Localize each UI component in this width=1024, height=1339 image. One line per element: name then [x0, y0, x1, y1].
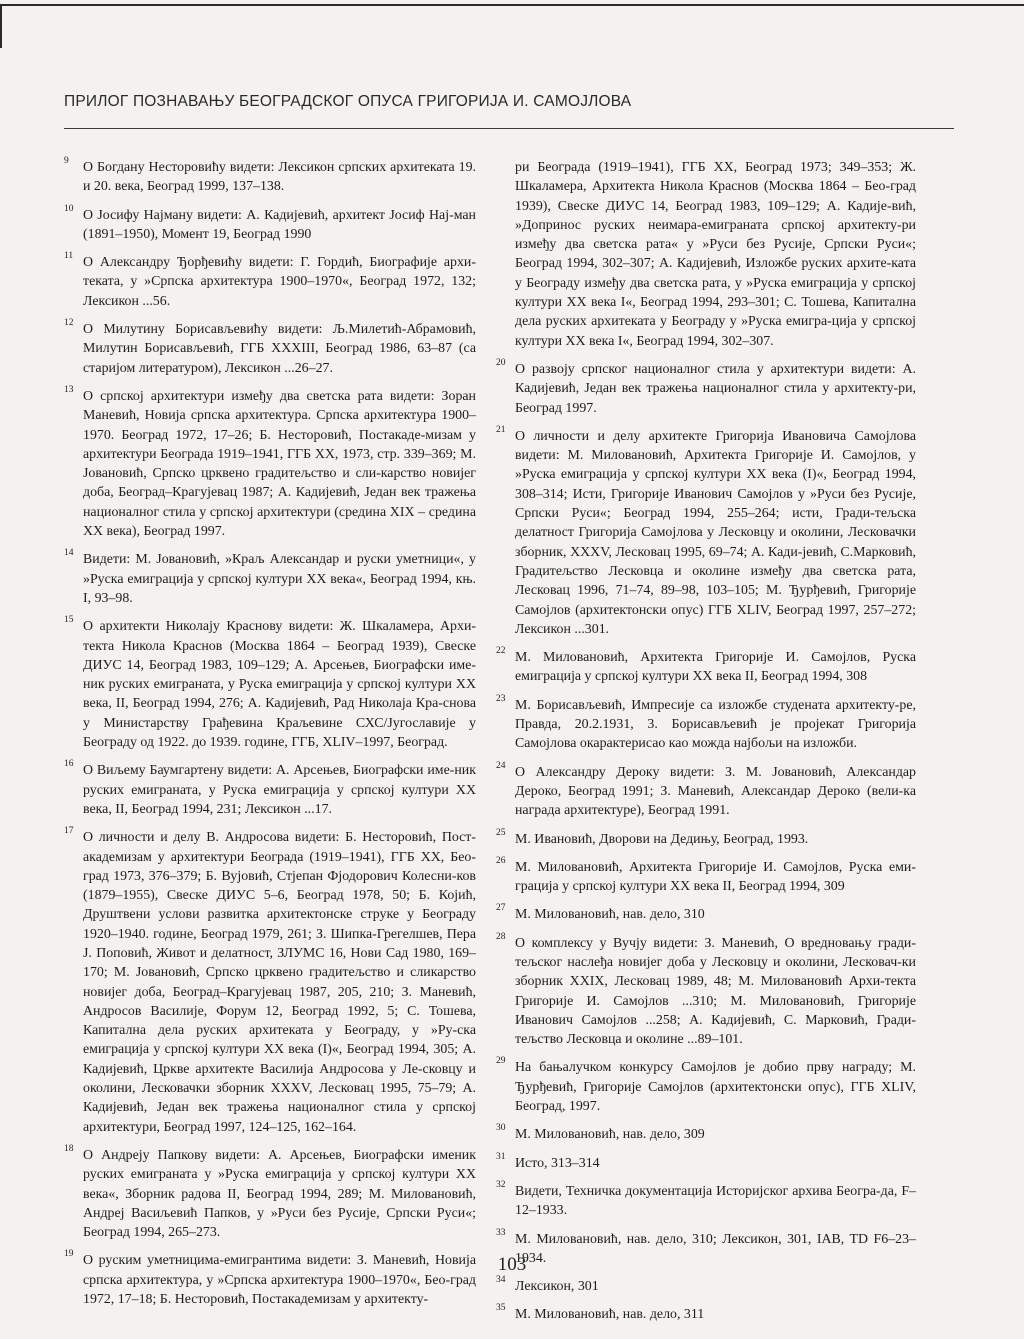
- footnote-text: М. Ивановић, Дворови на Дедињу, Београд, 1993.: [515, 831, 809, 847]
- footnote-number: 35: [496, 1303, 506, 1314]
- footnote: [64, 384, 476, 541]
- footnote: [496, 1125, 916, 1144]
- footnote-text: О Александру Дероку видети: З. М. Јовановић, Александар Дероко, Београд 1991; З. Маневић, Александар Дероко (вели-ка награда архитектуре), Београд 1991.: [515, 764, 916, 819]
- footnote: [64, 761, 476, 819]
- footnote-text: О Богдану Несторовићу видети: Лексикон српских архитеката 19. и 20. века, Београд 1999, 137–138.: [83, 160, 476, 195]
- footnote: [496, 693, 916, 754]
- footnote-text: О архитекти Николају Краснову видети: Ж. Шкаламера, Архи-текта Никола Краснов (Москва 1864 – Београд 1939), Свеске ДИУС 14, Београд 1983, 109–129; А. Арсењев, Биографски име-ник руских емиграната, у Руска емиграција у српској култури XX века, II, Београд 1994, 276; А. Кадијевић, Рад Николаја Кра-снова у Министарству Грађевина Краљевине СХС/Југославије у Београду од 1922. до 1939. године, ГГБ, XLIV–1997, Београд.: [83, 619, 476, 751]
- footnote: [496, 1179, 916, 1221]
- footnote: [496, 357, 916, 418]
- footnote-number: 33: [496, 1227, 506, 1238]
- footnote: [496, 905, 916, 924]
- footnote-text: Видети, Техничка документација Историјског архива Београ-да, F–12–1933.: [515, 1183, 916, 1219]
- footnote: [496, 1058, 916, 1116]
- footnote-number: 14: [64, 548, 74, 559]
- page-frame-line: [0, 4, 1024, 6]
- footnote-number: 30: [496, 1123, 506, 1134]
- footnote: [64, 320, 476, 378]
- footnote-number: 12: [64, 318, 74, 329]
- footnote-text: О Јосифу Најману видети: А. Кадијевић, архитект Јосиф Нај-ман (1891–1950), Момент 19, Београд 1990: [83, 207, 476, 242]
- footnotes-left-column: [64, 158, 476, 1318]
- page-frame-corner: [0, 4, 2, 48]
- footnote-text: О Александру Ђорђевићу видети: Г. Гордић, Биографије архи-теката, у »Српска архитектура 1900–1970«, Београд 1972, 132; Лексикон ...56.: [83, 255, 476, 309]
- footnote: [496, 1305, 916, 1324]
- running-title: ПРИЛОГ ПОЗНАВАЊУ БЕОГРАДСКОГ ОПУСА ГРИГОРИЈА И. САМОЈЛОВА: [64, 93, 632, 110]
- footnote-text: М. Миловановић, нав. дело, 309: [515, 1127, 705, 1143]
- footnote-number: 20: [496, 357, 506, 368]
- footnote: [496, 760, 916, 821]
- footnote-text: На бањалучком конкурсу Самојлов је добио прву награду; М. Ђурђевић, Григорије Самојлов (архитектонски опус), ГГБ XLIV, Београд, 1997.: [515, 1060, 916, 1115]
- footnote-number: 31: [496, 1151, 506, 1162]
- footnote: [64, 828, 476, 1137]
- footnote-text: О комплексу у Вучју видети: З. Маневић, О вредновању гради-тељског наслеђа новијег доба у Лесковцу и околини, Лесковач-ки зборник XXIX, Лесковац 1989, 48; М. Миловановић Архи-текта Григорије И. Самојлов ...310; М. Миловановић, Григорије Иванович Самојлов ...258; А. Кадијевић, С. Марковић, Гради-тељство Лесковца и околине ...89–101.: [515, 935, 916, 1048]
- footnote-number: 25: [496, 827, 506, 838]
- footnote-number: 26: [496, 855, 506, 866]
- footnote-text: О личности и делу архитекте Григорија Ивановича Самојлова видети: М. Миловановић, Архитекта Григорије И. Самојлов, у »Руска емиграција у српској култури XX века (I)«, Београд 1994, 308–314; Исти, Григорије Иванович Самојлов у »Руси без Русије, Српски Руси«; Београд 1994, 255–264; исти, Гради-тељска делатност Григорија Самојлова у Лесковцу и околини, Лесковачки зборник, XXXV, Лесковац 1995, 69–74; А. Кади-јевић, С.Марковић, Градитељство Лесковца и околине између два светска рата, Лесковац 1996, 71–74, 89–98, 103–105; М. Ђурђевић, Григорије Самојлов (архитектонски опус) ГГБ XLIV, Београд 1997, 257–272; Лексикон ...301.: [515, 428, 916, 637]
- footnote-number: 9: [64, 156, 69, 166]
- footnote-text: О личности и делу В. Андросова видети: Б. Несторовић, Пост-академизам у архитектури Београда (1919–1941), ГГБ XX, Бео-град 1973, 376–379; Б. Вујовић, Стјепан Фјодорович Колесни-ков (1879–1955), Свеске ДИУС 5–6, Београд 1978, 50; Б. Којић, Друштвени услови развитка архитектонске струке у Београду 1920–1940. године, Београд 1979, 261; З. Шипка-Грегелшев, Пера Ј. Поповић, Живот и делатност, ЗЛУМС 16, Нови Сад 1980, 169–170; М. Јовановић, Српско црквено градитељство и сликарство новијег доба, Београд–Крагујевац 1987, 205, 210; З. Маневић, Андросов Василије, Форум 12, Београд 1992, 5; С. Тошева, Капитална дела руских архитеката у Београду, у »Ру-ска емиграција у српској култури XX века (I)«, Београд 1994, 305; А. Кадијевић, Цркве архитекте Василија Андросова у Ле-сковцу и околини, Лесковачки зборник XXXV, Лесковац 1995, 75–79; А. Кадијевић, Један век тражења националног стила у српској архитектури, Београд 1997, 124–125, 162–164.: [83, 830, 476, 1135]
- footnote-text: М. Миловановић, Архитекта Григорије И. Самојлов, Руска емиграција у српској култури XX века II, Београд 1994, 308: [515, 650, 916, 685]
- footnote: [496, 855, 916, 897]
- footnote-text: Лексикон, 301: [515, 1279, 599, 1295]
- footnote-number: 28: [496, 931, 506, 942]
- footnote-number: 17: [64, 826, 74, 837]
- footnote-number: 15: [64, 615, 74, 626]
- footnote: [64, 203, 476, 245]
- footnote-text: М. Миловановић, Архитекта Григорије И. Самојлов, Руска еми-грација у српској култури XX века II, Београд 1994, 309: [515, 859, 916, 895]
- footnote: [496, 158, 916, 351]
- footnotes-right-column: [496, 158, 916, 1334]
- footnote-text: ри Београда (1919–1941), ГГБ XX, Београд 1973; 349–353; Ж. Шкаламера, Архитекта Никола Краснов (Москва 1864 – Бео-град 1939), Свеске ДИУС 14, Београд 1983, 109–129; А. Кадије-вић, »Допринос руских неимара-емиграната српској архитекту-ри између два светска рата« у »Руси без Русије, Српски Руси«; Београд 1994, 302–307; А. Кадијевић, Изложбе руских архите-ката у Београду између два светска рата, у »Руска емиграција у српској култури XX века I«, Београд 1994, 293–301; С. Тошева, Капитална дела руских архитеката у Београду у »Руска емигра-ција у српској култури XX века I«, Београд 1994, 302–307.: [515, 160, 916, 349]
- footnote-number: 29: [496, 1056, 506, 1067]
- footnote-text: Видети: М. Јовановић, »Краљ Александар и руски уметници«, у »Руска емиграција у српској култури XX века«, Београд 1994, књ. I, 93–98.: [83, 552, 476, 606]
- footnote: [496, 827, 916, 849]
- footnote: [496, 1151, 916, 1173]
- footnote-number: 21: [496, 424, 506, 435]
- footnote: [64, 617, 476, 752]
- footnote-number: 10: [64, 203, 74, 214]
- footnote-number: 24: [496, 760, 506, 771]
- footnote: [64, 1143, 476, 1242]
- footnote-number: 13: [64, 384, 74, 395]
- footnote: [64, 550, 476, 608]
- footnote-text: О руским уметницима-емигрантима видети: З. Маневић, Новија српска архитектура, у »Српска архитектура 1900–1970«, Бео-град 1972, 17–18; Б. Несторовић, Постакадемизам у архитекту-: [83, 1253, 476, 1308]
- footnote-text: М. Миловановић, нав. дело, 310; Лексикон, 301, IAB, TD F6–23–1934.: [515, 1231, 916, 1266]
- footnote-text: О Виљему Баумгартену видети: А. Арсењев, Биографски име-ник руских емиграната, у Руска емиграција у српској култури XX века, II, Београд 1994, 231; Лексикон ...17.: [83, 763, 476, 817]
- footnote-number: 16: [64, 759, 74, 770]
- footnote-text: О Андреју Папкову видети: А. Арсењев, Биографски именик руских емиграната у »Руска емиграција у српској култури XX века«, Зборник радова II, Београд 1994, 289; М. Миловановић, Андреј Васиљевић Папков, у »Руси без Русије, Српски Руси«; Београд 1994, 265–273.: [83, 1147, 476, 1241]
- footnote-text: М. Миловановић, нав. дело, 311: [515, 1307, 705, 1323]
- footnote-text: О развоју српског националног стила у архитектури видети: А. Кадијевић, Један век тражења националног стила у архитекту-ри, Београд 1997.: [515, 361, 916, 416]
- footnote-number: 34: [496, 1275, 506, 1286]
- footnote: [496, 424, 916, 639]
- footnote-number: 19: [64, 1249, 74, 1260]
- footnote: [496, 648, 916, 687]
- page-number: 103: [497, 1254, 527, 1275]
- footnote: [496, 931, 916, 1050]
- footnote-text: О српској архитектури између два светска рата видети: Зоран Маневић, Новија српска архитектура. Српска архитектура 1900–1970. Београд 1972, 17–26; Б. Несторовић, Постакаде-мизам у архитектури Београда 1919–1941, ГГБ XX, 1973, стр. 339–369; М. Јовановић, Српско црквено градитељство и сли-карство новијег доба, Београд–Крагујевац 1987; А. Кадијевић, Један век тражења националног стила у српској архитектури (средина XIX – средина XX века), Београд 1997.: [83, 388, 476, 540]
- footnote-number: 22: [496, 646, 506, 657]
- footnote: [64, 158, 476, 197]
- footnote-text: М. Борисављевић, Импресије са изложбе студената архитекту-ре, Правда, 20.2.1931, 3. Борисављевић је пројекат Григорија Самојлова окарактерисао као можда најбољи на изложби.: [515, 697, 916, 752]
- footnote-text: М. Миловановић, нав. дело, 310: [515, 907, 705, 923]
- footnote: [496, 1277, 916, 1296]
- footnote: [64, 253, 476, 311]
- footnote-text: О Милутину Борисављевићу видети: Љ.Милетић-Абрамовић, Милутин Борисављевић, ГГБ XXXIII, Београд 1986, 63–87 (са старијом литературом), Лексикон ...26–27.: [83, 322, 476, 376]
- footnote-number: 32: [496, 1179, 506, 1190]
- footnote-number: 23: [496, 693, 506, 704]
- footnote-number: 18: [64, 1143, 74, 1154]
- footnote-text: Исто, 313–314: [515, 1155, 600, 1171]
- footnote-number: 11: [64, 251, 74, 262]
- header-rule: [64, 128, 954, 129]
- footnote-number: 27: [496, 903, 506, 914]
